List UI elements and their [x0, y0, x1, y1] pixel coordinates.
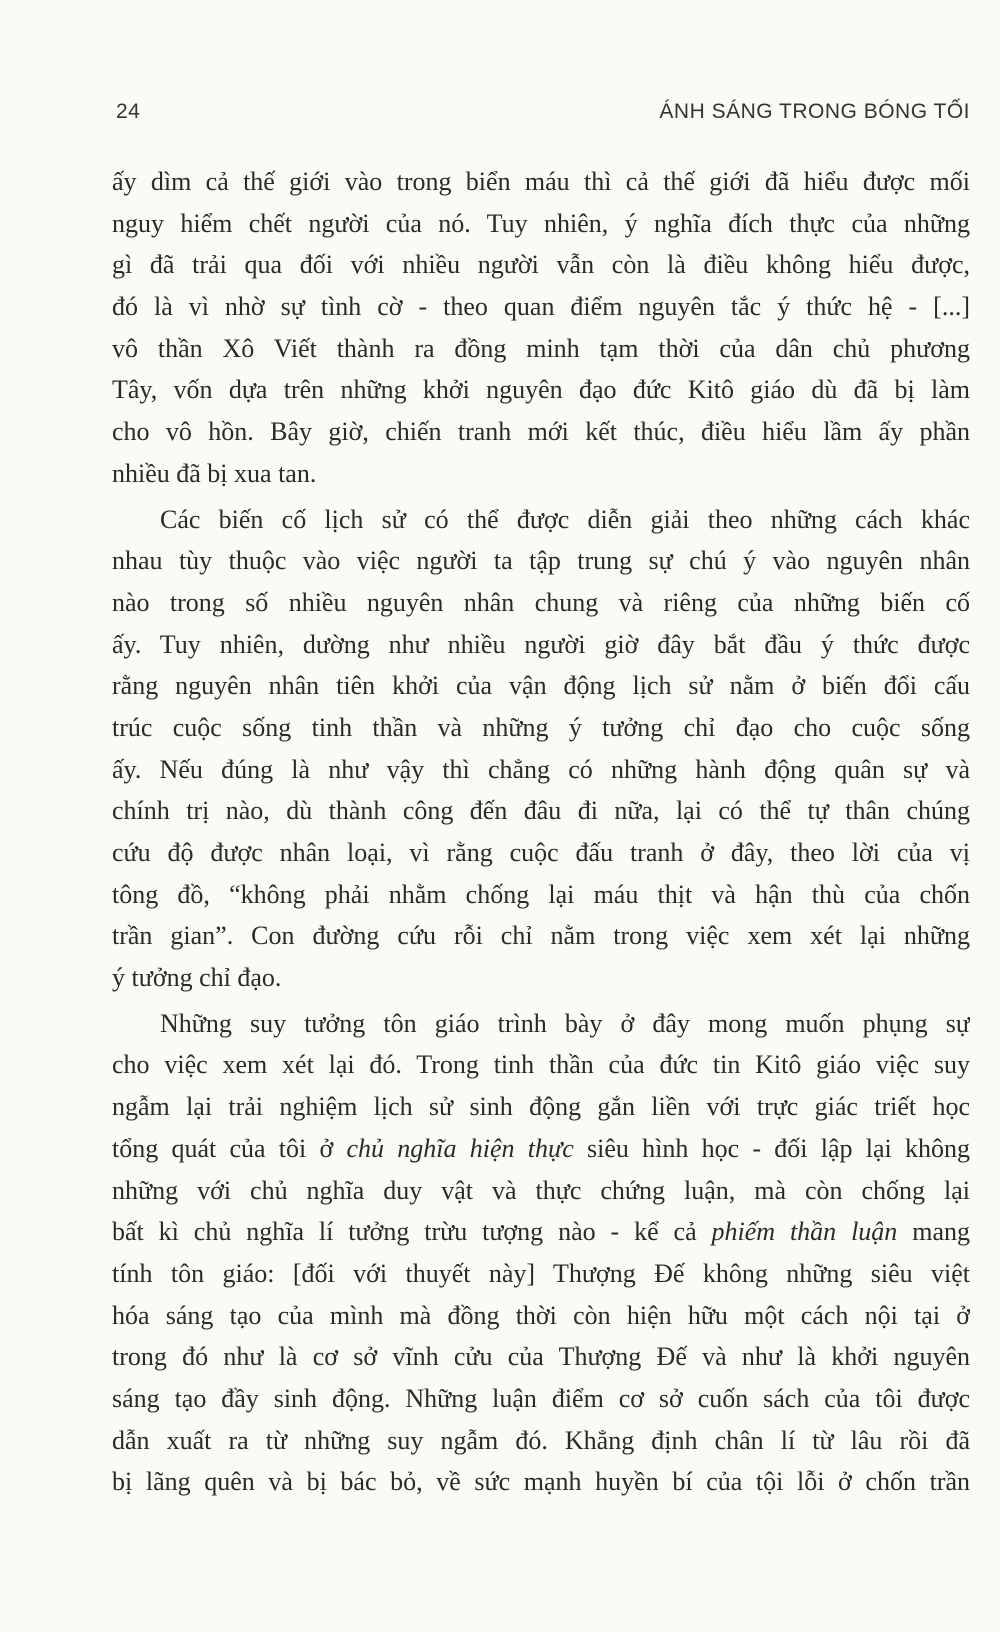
text-line: tính tôn giáo: [đối với thuyết này] Thượng Đế không những siêu việt: [112, 1258, 970, 1288]
text-line: bất kì chủ nghĩa lí tưởng trừu tượng nào - kể cả phiếm thần luận mang: [112, 1217, 970, 1247]
body-text: [112, 161, 970, 1503]
page-header: [116, 100, 970, 134]
text-line: bị lãng quên và bị bác bỏ, về sức mạnh huyền bí của tội lỗi ở chốn trần: [112, 1467, 970, 1497]
paragraph-1: [112, 161, 970, 495]
running-title: ÁNH SÁNG TRONG BÓNG TỐI: [659, 100, 970, 123]
paragraph-3: [112, 1003, 970, 1503]
text-line: trong đó như là cơ sở vĩnh cửu của Thượng Đế và như là khởi nguyên: [112, 1342, 970, 1372]
text-line: nhiều đã bị xua tan.: [112, 458, 317, 488]
page-number: 24: [116, 100, 141, 123]
text-line: nguy hiểm chết người của nó. Tuy nhiên, ý nghĩa đích thực của những: [112, 208, 970, 238]
text-line: ấy dìm cả thế giới vào trong biển máu thì cả thế giới đã hiểu được mối: [112, 167, 970, 196]
text-line: cho vô hồn. Bây giờ, chiến tranh mới kết thúc, điều hiểu lầm ấy phần: [112, 417, 970, 447]
text-line: ngẫm lại trải nghiệm lịch sử sinh động gắn liền với trực giác triết học: [112, 1092, 970, 1122]
italic-phrase: phiếm thần luận: [711, 1217, 898, 1247]
text-line: Tây, vốn dựa trên những khởi nguyên đạo đức Kitô giáo dù đã bị làm: [112, 375, 970, 405]
text-line: trúc cuộc sống tinh thần và những ý tưởng chỉ đạo cho cuộc sống: [112, 712, 970, 742]
text-line: ấy. Nếu đúng là như vậy thì chẳng có những hành động quân sự và: [112, 754, 970, 784]
text-line: gì đã trải qua đối với nhiều người vẫn còn là điều không hiểu được,: [112, 250, 970, 280]
italic-phrase: chủ nghĩa hiện thực: [346, 1133, 574, 1163]
text-line: cứu độ được nhân loại, vì rằng cuộc đấu tranh ở đây, theo lời của vị: [112, 838, 970, 867]
text-line: trần gian”. Con đường cứu rỗi chỉ nằm trong việc xem xét lại những: [112, 921, 970, 951]
text-line: đó là vì nhờ sự tình cờ - theo quan điểm nguyên tắc ý thức hệ - [...]: [112, 292, 970, 322]
text-line: ấy. Tuy nhiên, dường như nhiều người giờ đây bắt đầu ý thức được: [112, 629, 970, 659]
text-line: ý tưởng chỉ đạo.: [112, 963, 282, 993]
text-line: rằng nguyên nhân tiên khởi của vận động lịch sử nằm ở biến đổi cấu: [112, 671, 970, 701]
paragraph-2: [112, 499, 970, 999]
text-line: Các biến cố lịch sử có thể được diễn giải theo những cách khác: [160, 504, 970, 534]
text-line: những với chủ nghĩa duy vật và thực chứng luận, mà còn chống lại: [112, 1175, 970, 1205]
text-line: vô thần Xô Viết thành ra đồng minh tạm thời của dân chủ phương: [112, 333, 970, 363]
text-line: chính trị nào, dù thành công đến đâu đi nữa, lại có thể tự thân chúng: [112, 796, 970, 826]
text-line: hóa sáng tạo của mình mà đồng thời còn hiện hữu một cách nội tại ở: [112, 1300, 970, 1330]
text-line: nhau tùy thuộc vào việc người ta tập trung sự chú ý vào nguyên nhân: [112, 546, 970, 576]
text-line: Những suy tưởng tôn giáo trình bày ở đây mong muốn phụng sự: [160, 1008, 970, 1038]
text-line: cho việc xem xét lại đó. Trong tinh thần của đức tin Kitô giáo việc suy: [112, 1050, 970, 1080]
text-line: tông đồ, “không phải nhằm chống lại máu thịt và hận thù của chốn: [112, 879, 970, 909]
text-line: dẫn xuất ra từ những suy ngẫm đó. Khẳng định chân lí từ lâu rồi đã: [112, 1425, 970, 1455]
text-line: nào trong số nhiều nguyên nhân chung và riêng của những biến cố: [112, 587, 970, 617]
text-line: tổng quát của tôi ở chủ nghĩa hiện thực siêu hình học - đối lập lại không: [112, 1133, 970, 1163]
text-line: sáng tạo đầy sinh động. Những luận điểm cơ sở cuốn sách của tôi được: [112, 1383, 970, 1413]
